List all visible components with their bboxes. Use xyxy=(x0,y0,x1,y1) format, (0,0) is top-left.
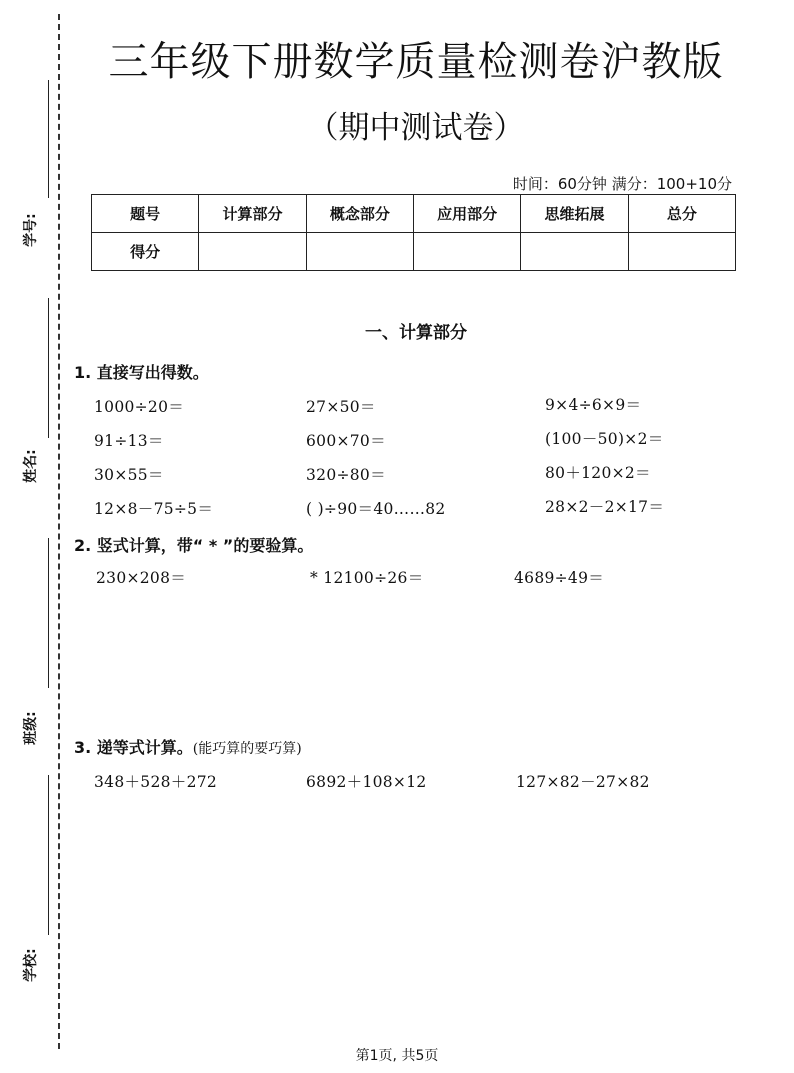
score-table-header: 计算部分 xyxy=(199,195,306,233)
question-3-title-text: 3. 递等式计算。 xyxy=(74,738,193,757)
side-field-student-id xyxy=(10,80,50,270)
score-table-header: 概念部分 xyxy=(306,195,413,233)
score-cell[interactable] xyxy=(413,233,520,271)
class-blank-line xyxy=(48,538,49,688)
student-id-label: 学号: xyxy=(23,213,39,247)
side-field-name xyxy=(10,298,50,498)
q1-expression: (100－50)×2＝ xyxy=(545,430,664,448)
name-label: 姓名: xyxy=(23,449,39,483)
q2-expression: 230×208＝ xyxy=(96,569,187,587)
page-subtitle: （期中测试卷） xyxy=(307,110,525,146)
page-title: 三年级下册数学质量检测卷沪教版 xyxy=(108,39,724,85)
q1-expression: ( )÷90＝40……82 xyxy=(306,500,446,518)
exam-meta: 时间：60分钟 满分：100+10分 xyxy=(512,175,732,193)
q1-expression: 9×4÷6×9＝ xyxy=(545,396,642,414)
school-blank-line xyxy=(48,775,49,935)
side-field-class xyxy=(10,538,50,748)
q2-expression: 4689÷49＝ xyxy=(514,569,605,587)
q1-expression: 1000÷20＝ xyxy=(94,398,185,416)
q1-expression: 28×2－2×17＝ xyxy=(545,498,665,516)
q1-expression: 600×70＝ xyxy=(306,432,386,450)
binding-dashed-line xyxy=(58,14,60,1049)
section-title: 一、计算部分 xyxy=(365,323,467,343)
q1-expression: 27×50＝ xyxy=(306,398,376,416)
score-table-header-row xyxy=(92,195,736,233)
score-cell[interactable] xyxy=(628,233,735,271)
page-footer: 第1页, 共5页 xyxy=(355,1048,439,1064)
score-row-label: 得分 xyxy=(92,233,199,271)
score-table-header: 思维拓展 xyxy=(521,195,628,233)
score-table-header: 总分 xyxy=(628,195,735,233)
q2-expression: * 12100÷26＝ xyxy=(310,569,424,587)
q3-expression: 6892＋108×12 xyxy=(306,773,427,791)
score-cell[interactable] xyxy=(521,233,628,271)
class-label: 班级: xyxy=(23,711,39,745)
score-cell[interactable] xyxy=(306,233,413,271)
score-table xyxy=(91,194,736,271)
name-blank-line xyxy=(48,298,49,438)
score-table-header: 应用部分 xyxy=(413,195,520,233)
question-3-hint: (能巧算的要巧算) xyxy=(192,741,302,757)
q1-expression: 80＋120×2＝ xyxy=(545,464,651,482)
score-cell[interactable] xyxy=(199,233,306,271)
score-table-header: 题号 xyxy=(92,195,199,233)
score-table-score-row xyxy=(92,233,736,271)
side-field-school xyxy=(10,775,50,985)
q1-expression: 12×8－75÷5＝ xyxy=(94,500,214,518)
q3-expression: 348＋528＋272 xyxy=(94,773,218,791)
q1-expression: 91÷13＝ xyxy=(94,432,164,450)
question-2-title: 2. 竖式计算，带“ * ”的要验算。 xyxy=(74,536,314,555)
q3-expression: 127×82－27×82 xyxy=(516,773,650,791)
school-label: 学校: xyxy=(23,948,39,982)
question-1-title: 1. 直接写出得数。 xyxy=(74,363,209,382)
q1-expression: 320÷80＝ xyxy=(306,466,386,484)
q1-expression: 30×55＝ xyxy=(94,466,164,484)
student-id-blank-line xyxy=(48,80,49,198)
question-3-title xyxy=(74,735,302,758)
